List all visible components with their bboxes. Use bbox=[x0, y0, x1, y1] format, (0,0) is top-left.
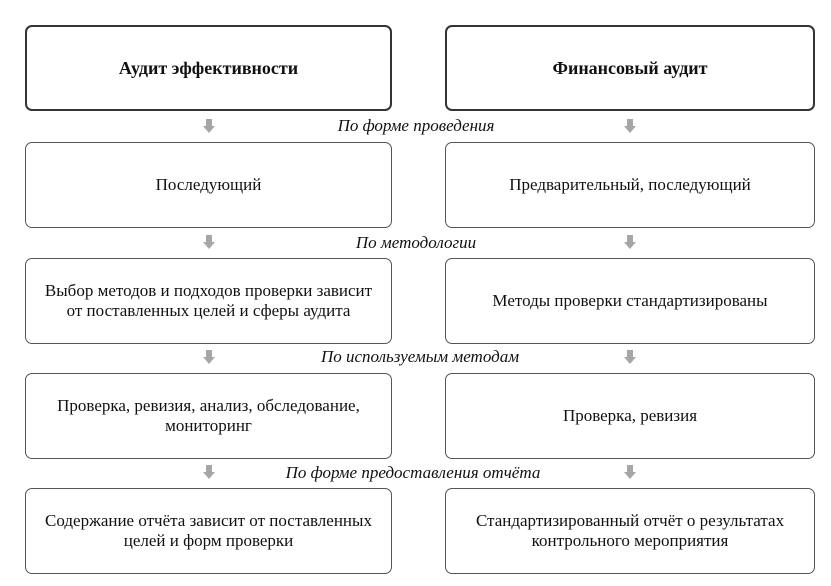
cell-methods-performance bbox=[25, 373, 392, 459]
down-arrow-icon bbox=[624, 350, 636, 364]
section-label-form: По форме проведения bbox=[337, 116, 495, 135]
cell-form-performance bbox=[25, 142, 392, 228]
cell-text: Проверка, ревизия bbox=[562, 406, 698, 425]
cell-form-financial bbox=[445, 142, 815, 228]
cell-text: Последующий bbox=[155, 175, 262, 194]
down-arrow-icon bbox=[203, 350, 215, 364]
cell-report-financial bbox=[445, 488, 815, 574]
down-arrow-icon bbox=[624, 235, 636, 249]
down-arrow-icon bbox=[203, 465, 215, 479]
down-arrow-icon bbox=[624, 119, 636, 133]
cell-text: Проверка, ревизия, анализ, обследование, мониторинг bbox=[57, 396, 360, 435]
cell-methods-financial bbox=[445, 373, 815, 459]
cell-methodology-financial bbox=[445, 258, 815, 344]
section-label-methods: По используемым методам bbox=[320, 347, 520, 366]
section-label-methodology: По методологии bbox=[355, 233, 477, 252]
header-financial-audit bbox=[445, 25, 815, 111]
cell-methodology-performance bbox=[25, 258, 392, 344]
cell-text: Выбор методов и подходов проверки зависит от поставленных целей и сферы аудита bbox=[44, 281, 373, 320]
header-performance-audit-label: Аудит эффективности bbox=[118, 58, 299, 78]
header-financial-audit-label: Финансовый аудит bbox=[552, 58, 708, 78]
section-label-report: По форме предоставления отчёта bbox=[285, 463, 541, 482]
cell-text: Содержание отчёта зависит от поставленных целей и форм проверки bbox=[45, 511, 372, 550]
down-arrow-icon bbox=[624, 465, 636, 479]
cell-text: Предварительный, последующий bbox=[509, 175, 751, 194]
down-arrow-icon bbox=[203, 119, 215, 133]
cell-text: Стандартизированный отчёт о результатах контрольного мероприятия bbox=[475, 511, 785, 550]
header-performance-audit bbox=[25, 25, 392, 111]
down-arrow-icon bbox=[203, 235, 215, 249]
cell-report-performance bbox=[25, 488, 392, 574]
cell-text: Методы проверки стандартизированы bbox=[492, 291, 768, 310]
